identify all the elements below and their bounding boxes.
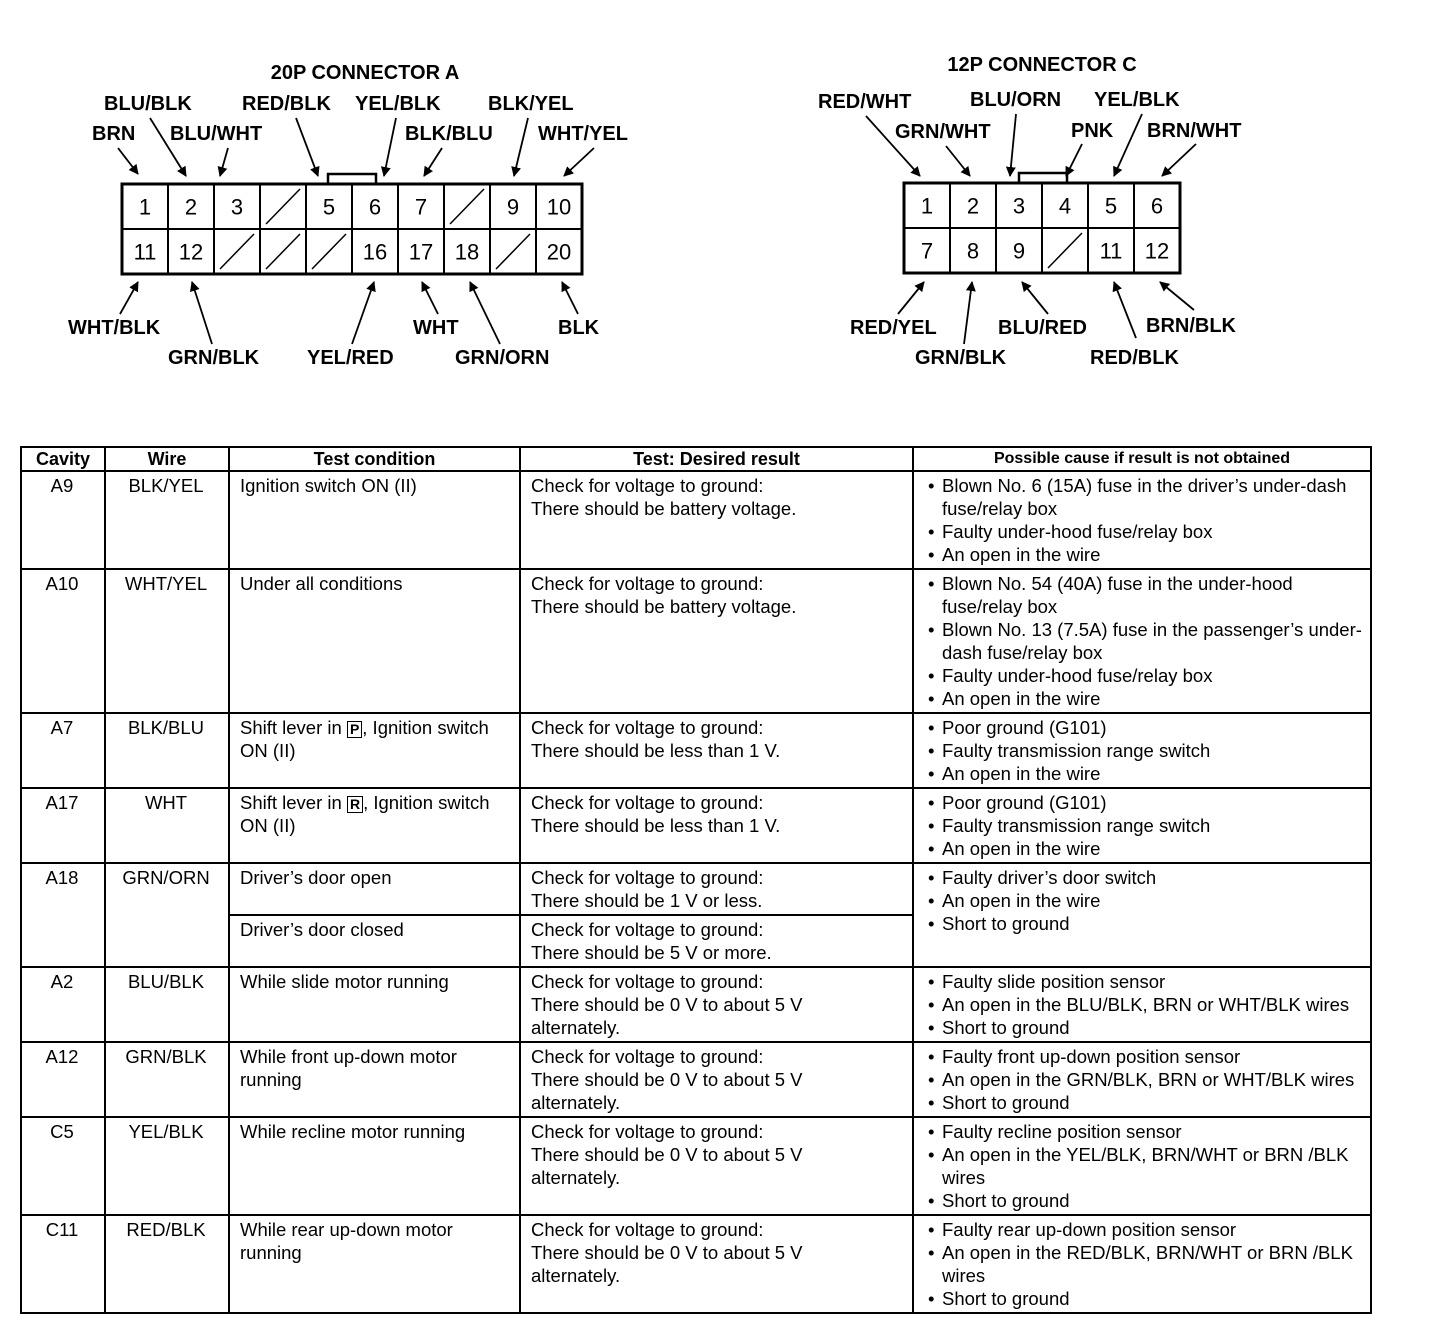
a-empty-cavity <box>312 234 346 269</box>
c-cavity-4: 4 <box>1058 193 1072 219</box>
cause-item: • Short to ground <box>924 1016 1364 1039</box>
condition-cell: While recline motor running <box>229 1117 520 1215</box>
wire-cell: RED/BLK <box>105 1215 229 1313</box>
a-empty-cavity <box>220 234 254 269</box>
cause-item: • An open in the YEL/BLK, BRN/WHT or BRN /BLK wires <box>924 1143 1364 1189</box>
cause-item: • Faulty under-hood fuse/relay box <box>924 664 1364 687</box>
label-red-blk: RED/BLK <box>242 93 331 115</box>
label-blk-yel: BLK/YEL <box>488 93 574 115</box>
a-cavity-10: 10 <box>546 194 572 220</box>
result-cell: Check for voltage to ground: There should be 0 V to about 5 V alternately. <box>520 1042 913 1117</box>
cause-item: • An open in the BLU/BLK, BRN or WHT/BLK wires <box>924 993 1364 1016</box>
label-blu-orn: BLU/ORN <box>970 89 1062 111</box>
c-cavity-6: 6 <box>1150 193 1164 219</box>
label-wht-blk: WHT/BLK <box>68 317 161 339</box>
cause-list <box>924 1218 1364 1310</box>
label-brn: BRN <box>92 123 136 145</box>
label-blu-red: BLU/RED <box>998 317 1087 339</box>
cause-item: • An open in the RED/BLK, BRN/WHT or BRN /BLK wires <box>924 1241 1364 1287</box>
cause-item: • Short to ground <box>924 912 1364 935</box>
cavity-cell: A2 <box>21 967 105 1042</box>
cause-item: • An open in the wire <box>924 543 1364 566</box>
cause-cell <box>913 863 1371 967</box>
a-empty-cavity <box>266 189 300 224</box>
condition-cell: While slide motor running <box>229 967 520 1042</box>
cause-cell <box>913 1215 1371 1313</box>
condition-cell <box>229 788 520 863</box>
a-cavity-1: 1 <box>138 194 152 220</box>
cause-item: • Faulty under-hood fuse/relay box <box>924 520 1364 543</box>
cavity-cell: A9 <box>21 471 105 569</box>
cavity-cell: A12 <box>21 1042 105 1117</box>
label-brn-wht: BRN/WHT <box>1147 120 1242 142</box>
table-row <box>21 569 1371 713</box>
c-cavity-2: 2 <box>966 193 980 219</box>
cause-item: • An open in the GRN/BLK, BRN or WHT/BLK wires <box>924 1068 1364 1091</box>
a-cavity-11: 11 <box>133 239 157 265</box>
a-cavity-3: 3 <box>230 194 244 220</box>
cause-item: • Poor ground (G101) <box>924 791 1364 814</box>
cause-item: • Faulty rear up-down position sensor <box>924 1218 1364 1241</box>
cause-cell <box>913 1042 1371 1117</box>
a-cavity-9: 9 <box>506 194 520 220</box>
header-desired-result: Test: Desired result <box>520 447 913 471</box>
condition-text: Shift lever in <box>240 792 347 813</box>
result-cell: Check for voltage to ground: There should be battery voltage. <box>520 569 913 713</box>
result-cell: Check for voltage to ground: There should be less than 1 V. <box>520 713 913 788</box>
header-cavity: Cavity <box>21 447 105 471</box>
cavity-cell: A17 <box>21 788 105 863</box>
cavity-cell: A10 <box>21 569 105 713</box>
label-yel-blk-c: YEL/BLK <box>1094 89 1180 111</box>
cause-item: • An open in the wire <box>924 687 1364 710</box>
condition-cell: While rear up-down motor running <box>229 1215 520 1313</box>
a-cavity-17: 17 <box>408 239 434 265</box>
result-cell: Check for voltage to ground: There should be less than 1 V. <box>520 788 913 863</box>
label-brn-blk: BRN/BLK <box>1146 315 1236 337</box>
cause-item: • Blown No. 54 (40A) fuse in the under-hood fuse/relay box <box>924 572 1364 618</box>
condition-cell: While front up-down motor running <box>229 1042 520 1117</box>
result-cell: Check for voltage to ground: There should be 0 V to about 5 V alternately. <box>520 967 913 1042</box>
cause-item: • Poor ground (G101) <box>924 716 1364 739</box>
connector-a-wire-labels <box>68 93 628 369</box>
cause-item: • Blown No. 6 (15A) fuse in the driver’s under-dash fuse/relay box <box>924 474 1364 520</box>
a-empty-cavity <box>496 234 530 269</box>
label-grn-wht: GRN/WHT <box>895 121 991 143</box>
c-cavity-8: 8 <box>966 238 980 264</box>
table-row <box>21 1215 1371 1313</box>
cause-item: • Short to ground <box>924 1189 1364 1212</box>
c-cavity-9: 9 <box>1012 238 1026 264</box>
cause-item: • Faulty slide position sensor <box>924 970 1364 993</box>
label-grn-blk-c: GRN/BLK <box>915 347 1007 369</box>
cause-list <box>924 866 1364 935</box>
wire-cell: BLU/BLK <box>105 967 229 1042</box>
connector-diagram <box>0 0 1440 420</box>
cause-item: • Short to ground <box>924 1287 1364 1310</box>
c-empty-cavity <box>1048 233 1082 268</box>
a-cavity-2: 2 <box>184 194 198 220</box>
condition-cell: Driver’s door closed <box>229 915 520 967</box>
result-cell: Check for voltage to ground: There should be 1 V or less. <box>520 863 913 915</box>
condition-text: , Ignition switch ON (II) <box>240 792 490 836</box>
cavity-cell: C11 <box>21 1215 105 1313</box>
condition-cell: Driver’s door open <box>229 863 520 915</box>
connector-a-leaders <box>118 118 594 344</box>
shift-position-icon: R <box>347 796 363 813</box>
cause-list <box>924 1045 1364 1114</box>
c-cavity-11: 11 <box>1099 238 1123 264</box>
cause-cell <box>913 1117 1371 1215</box>
condition-cell <box>229 713 520 788</box>
wire-cell: BLK/BLU <box>105 713 229 788</box>
a-empty-cavity <box>450 189 484 224</box>
a-cavity-12: 12 <box>178 239 204 265</box>
cause-item: • Blown No. 13 (7.5A) fuse in the passenger’s under-dash fuse/relay box <box>924 618 1364 664</box>
connector-c-body <box>904 173 1180 273</box>
a-cavity-6: 6 <box>368 194 382 220</box>
c-cavity-3: 3 <box>1012 193 1026 219</box>
cause-list <box>924 572 1364 710</box>
label-pnk: PNK <box>1071 120 1114 142</box>
table-row <box>21 1117 1371 1215</box>
connector-c-title: 12P CONNECTOR C <box>947 54 1137 76</box>
cause-item: • An open in the wire <box>924 837 1364 860</box>
cause-item: • Short to ground <box>924 1091 1364 1114</box>
table-row <box>21 863 1371 915</box>
c-cavity-1: 1 <box>920 193 934 219</box>
result-cell: Check for voltage to ground: There should be 0 V to about 5 V alternately. <box>520 1215 913 1313</box>
cavity-cell: C5 <box>21 1117 105 1215</box>
cause-item: • Faulty transmission range switch <box>924 739 1364 762</box>
wire-cell: BLK/YEL <box>105 471 229 569</box>
cause-cell <box>913 788 1371 863</box>
a-cavity-20: 20 <box>546 239 572 265</box>
cause-cell <box>913 471 1371 569</box>
cause-cell <box>913 713 1371 788</box>
test-table <box>20 446 1372 1314</box>
c-cavity-12: 12 <box>1144 238 1170 264</box>
condition-cell: Ignition switch ON (II) <box>229 471 520 569</box>
label-red-wht: RED/WHT <box>818 91 912 113</box>
cause-item: • Faulty front up-down position sensor <box>924 1045 1364 1068</box>
result-cell: Check for voltage to ground: There should be 5 V or more. <box>520 915 913 967</box>
header-possible-cause: Possible cause if result is not obtained <box>913 447 1371 471</box>
wire-cell: YEL/BLK <box>105 1117 229 1215</box>
label-blk-blu: BLK/BLU <box>405 123 493 145</box>
cause-list <box>924 474 1364 566</box>
wire-cell: WHT <box>105 788 229 863</box>
label-blk: BLK <box>558 317 600 339</box>
label-yel-red: YEL/RED <box>307 347 394 369</box>
cause-cell <box>913 569 1371 713</box>
a-cavity-7: 7 <box>414 194 428 220</box>
result-cell: Check for voltage to ground: There should be 0 V to about 5 V alternately. <box>520 1117 913 1215</box>
a-cavity-16: 16 <box>362 239 388 265</box>
label-grn-orn: GRN/ORN <box>455 347 550 369</box>
cause-item: • Faulty transmission range switch <box>924 814 1364 837</box>
cavity-cell: A7 <box>21 713 105 788</box>
header-wire: Wire <box>105 447 229 471</box>
label-red-blk-c: RED/BLK <box>1090 347 1179 369</box>
wire-cell: GRN/ORN <box>105 863 229 967</box>
label-wht-yel: WHT/YEL <box>538 123 628 145</box>
label-wht: WHT <box>413 317 459 339</box>
table-row <box>21 713 1371 788</box>
cause-cell <box>913 967 1371 1042</box>
cause-list <box>924 716 1364 785</box>
cause-item: • An open in the wire <box>924 889 1364 912</box>
wire-cell: GRN/BLK <box>105 1042 229 1117</box>
condition-cell: Under all conditions <box>229 569 520 713</box>
cause-item: • Faulty recline position sensor <box>924 1120 1364 1143</box>
c-cavity-5: 5 <box>1104 193 1118 219</box>
condition-text: Shift lever in <box>240 717 347 738</box>
label-blu-blk: BLU/BLK <box>104 93 192 115</box>
a-cavity-18: 18 <box>454 239 480 265</box>
table-row <box>21 967 1371 1042</box>
result-cell: Check for voltage to ground: There should be battery voltage. <box>520 471 913 569</box>
table-row <box>21 1042 1371 1117</box>
label-red-yel: RED/YEL <box>850 317 937 339</box>
connector-a-title: 20P CONNECTOR A <box>270 62 460 84</box>
table-row <box>21 788 1371 863</box>
cavity-cell: A18 <box>21 863 105 967</box>
header-test-condition: Test condition <box>229 447 520 471</box>
wire-cell: WHT/YEL <box>105 569 229 713</box>
shift-position-icon: P <box>347 721 362 738</box>
condition-text: , Ignition switch ON (II) <box>240 717 489 761</box>
table-header-row <box>21 447 1371 471</box>
cause-list <box>924 1120 1364 1212</box>
cause-item: • An open in the wire <box>924 762 1364 785</box>
table-row <box>21 471 1371 569</box>
cause-list <box>924 970 1364 1039</box>
label-yel-blk: YEL/BLK <box>355 93 441 115</box>
label-grn-blk: GRN/BLK <box>168 347 260 369</box>
a-cavity-5: 5 <box>322 194 336 220</box>
c-cavity-7: 7 <box>920 238 934 264</box>
cause-item: • Faulty driver’s door switch <box>924 866 1364 889</box>
cause-list <box>924 791 1364 860</box>
label-blu-wht: BLU/WHT <box>170 123 263 145</box>
a-empty-cavity <box>266 234 300 269</box>
